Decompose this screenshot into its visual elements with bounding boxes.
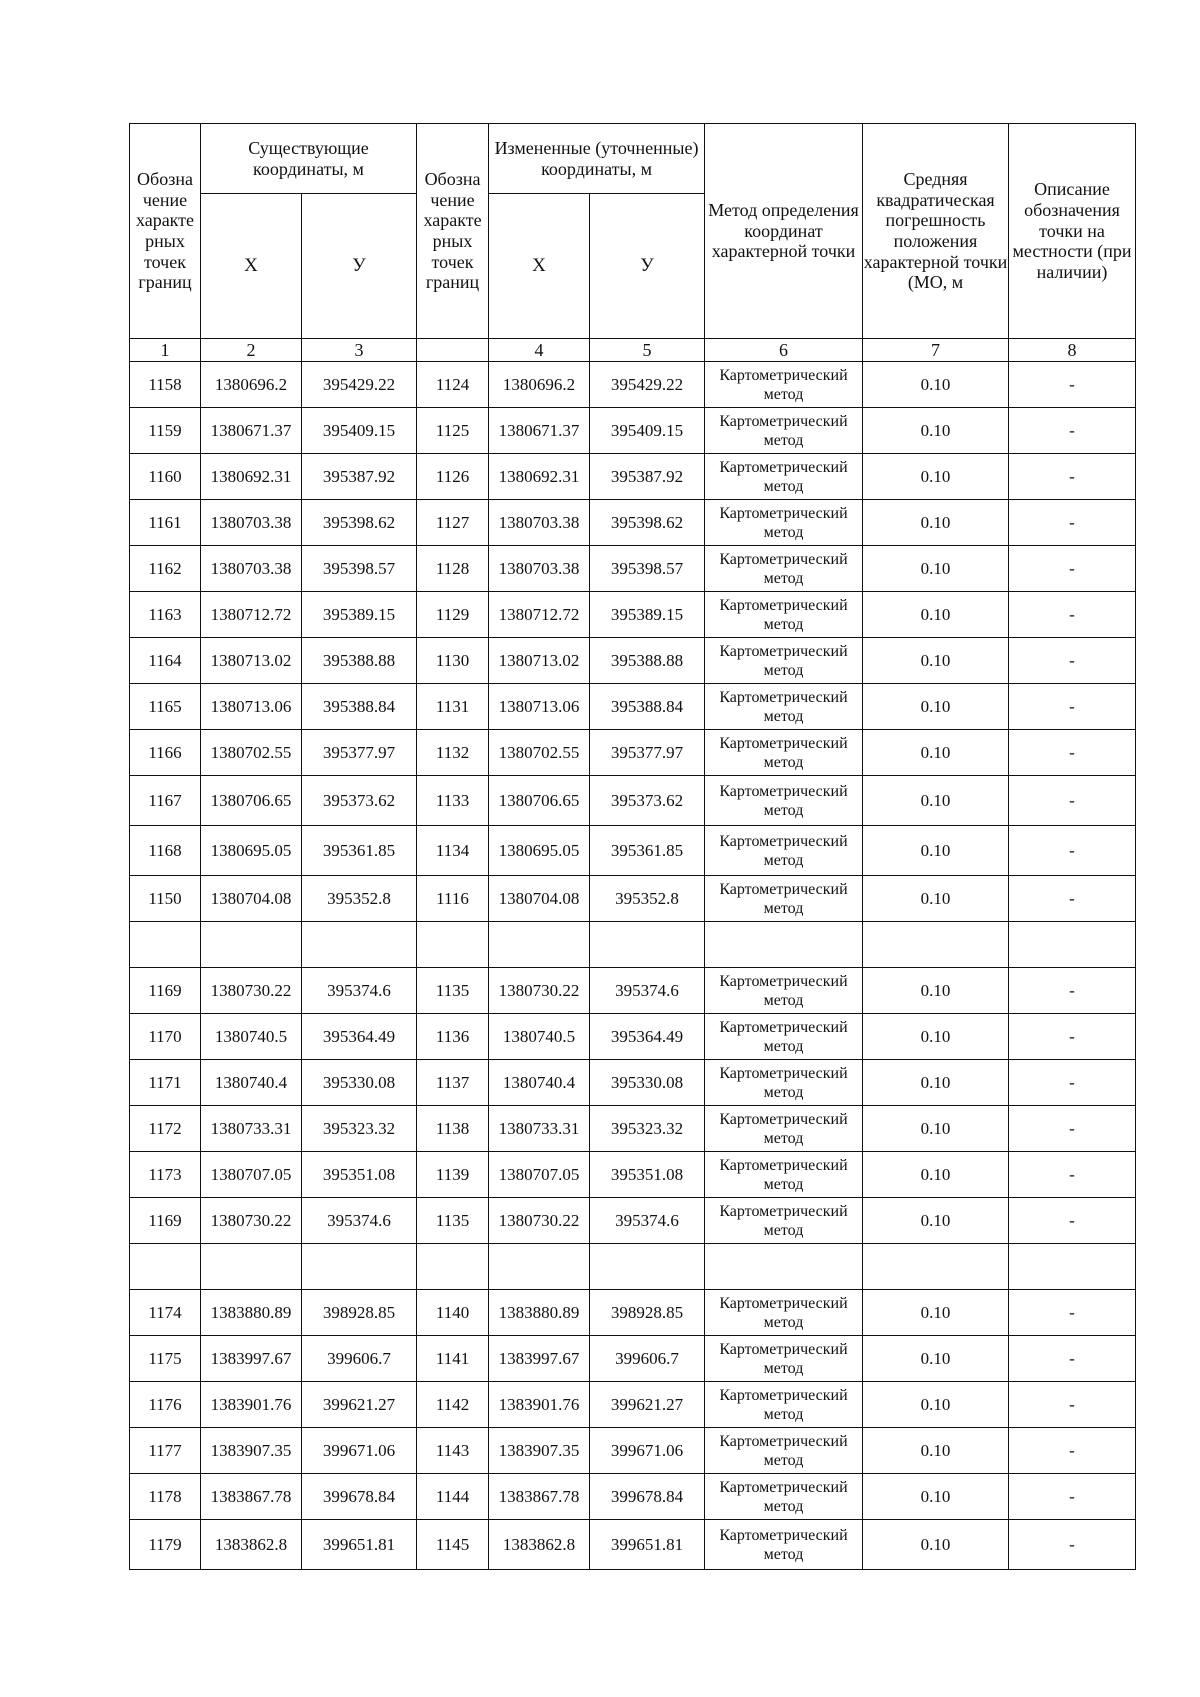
cell-point-id-2: 1136 bbox=[417, 1014, 489, 1060]
cell-point-id-2: 1129 bbox=[417, 592, 489, 638]
cell-changed-y: 395374.6 bbox=[590, 1198, 705, 1244]
cell-changed-y: 399606.7 bbox=[590, 1336, 705, 1382]
cell-method: Картометрический метод bbox=[705, 1520, 863, 1570]
cell-method: Картометрический метод bbox=[705, 730, 863, 776]
cell-changed-y: 395330.08 bbox=[590, 1060, 705, 1106]
cell-existing-y: 395377.97 bbox=[302, 730, 417, 776]
cell-point-id: 1159 bbox=[130, 408, 201, 454]
cell-point-id-2: 1145 bbox=[417, 1520, 489, 1570]
cell-existing-x: 1380706.65 bbox=[201, 776, 302, 826]
cell-point-id-2: 1133 bbox=[417, 776, 489, 826]
table-row bbox=[130, 454, 1136, 500]
table-row bbox=[130, 684, 1136, 730]
cell-point-id-2: 1134 bbox=[417, 826, 489, 876]
table-row bbox=[130, 968, 1136, 1014]
cell-error bbox=[863, 1244, 1009, 1290]
cell-existing-y: 398928.85 bbox=[302, 1290, 417, 1336]
cell-existing-y: 395398.57 bbox=[302, 546, 417, 592]
cell-changed-y: 395398.62 bbox=[590, 500, 705, 546]
cell-changed-x: 1380707.05 bbox=[489, 1152, 590, 1198]
cell-point-id: 1166 bbox=[130, 730, 201, 776]
cell-method bbox=[705, 922, 863, 968]
cell-changed-x: 1380703.38 bbox=[489, 500, 590, 546]
cell-existing-y: 395364.49 bbox=[302, 1014, 417, 1060]
cell-changed-y: 399621.27 bbox=[590, 1382, 705, 1428]
cell-description: - bbox=[1009, 684, 1136, 730]
separator-row bbox=[130, 1244, 1136, 1290]
cell-method: Картометрический метод bbox=[705, 1428, 863, 1474]
cell-point-id-2: 1143 bbox=[417, 1428, 489, 1474]
header-existing-y: У bbox=[302, 194, 417, 339]
table-row bbox=[130, 592, 1136, 638]
cell-point-id: 1174 bbox=[130, 1290, 201, 1336]
cell-changed-x: 1380730.22 bbox=[489, 1198, 590, 1244]
cell-error: 0.10 bbox=[863, 1520, 1009, 1570]
cell-method: Картометрический метод bbox=[705, 546, 863, 592]
cell-description: - bbox=[1009, 1014, 1136, 1060]
cell-changed-x: 1383862.8 bbox=[489, 1520, 590, 1570]
cell-error: 0.10 bbox=[863, 592, 1009, 638]
cell-point-id-2: 1138 bbox=[417, 1106, 489, 1152]
cell-changed-x: 1380713.06 bbox=[489, 684, 590, 730]
cell-existing-x: 1380740.4 bbox=[201, 1060, 302, 1106]
cell-method: Картометрический метод bbox=[705, 1336, 863, 1382]
cell-existing-x: 1383997.67 bbox=[201, 1336, 302, 1382]
cell-error: 0.10 bbox=[863, 1474, 1009, 1520]
cell-point-id: 1158 bbox=[130, 362, 201, 408]
cell-description: - bbox=[1009, 1152, 1136, 1198]
cell-existing-x: 1380696.2 bbox=[201, 362, 302, 408]
table-row bbox=[130, 408, 1136, 454]
cell-existing-x: 1380695.05 bbox=[201, 826, 302, 876]
cell-point-id-2: 1131 bbox=[417, 684, 489, 730]
table-row bbox=[130, 1290, 1136, 1336]
cell-changed-y: 395364.49 bbox=[590, 1014, 705, 1060]
cell-changed-y: 399651.81 bbox=[590, 1520, 705, 1570]
cell-description: - bbox=[1009, 1474, 1136, 1520]
cell-existing-y: 395361.85 bbox=[302, 826, 417, 876]
column-number-row bbox=[130, 339, 1136, 362]
cell-description bbox=[1009, 922, 1136, 968]
column-number: 1 bbox=[130, 339, 201, 362]
cell-existing-x: 1383880.89 bbox=[201, 1290, 302, 1336]
header-changed-coordinates: Измененные (уточненные) координаты, м bbox=[489, 124, 705, 194]
cell-point-id-2: 1132 bbox=[417, 730, 489, 776]
cell-point-id: 1163 bbox=[130, 592, 201, 638]
cell-changed-x: 1380740.5 bbox=[489, 1014, 590, 1060]
cell-existing-x: 1380702.55 bbox=[201, 730, 302, 776]
header-existing-x: Х bbox=[201, 194, 302, 339]
cell-changed-y: 395373.62 bbox=[590, 776, 705, 826]
cell-existing-x: 1383867.78 bbox=[201, 1474, 302, 1520]
cell-point-id-2: 1127 bbox=[417, 500, 489, 546]
cell-existing-y: 395323.32 bbox=[302, 1106, 417, 1152]
cell-existing-y: 395429.22 bbox=[302, 362, 417, 408]
cell-point-id-2: 1139 bbox=[417, 1152, 489, 1198]
table-row bbox=[130, 876, 1136, 922]
cell-description: - bbox=[1009, 876, 1136, 922]
cell-changed-x: 1383880.89 bbox=[489, 1290, 590, 1336]
cell-existing-x: 1380733.31 bbox=[201, 1106, 302, 1152]
cell-changed-x: 1380713.02 bbox=[489, 638, 590, 684]
header-changed-y: У bbox=[590, 194, 705, 339]
cell-point-id: 1173 bbox=[130, 1152, 201, 1198]
header-method: Метод определения координат характерной точки bbox=[705, 124, 863, 339]
cell-description: - bbox=[1009, 1520, 1136, 1570]
cell-existing-x: 1380740.5 bbox=[201, 1014, 302, 1060]
cell-changed-x: 1380695.05 bbox=[489, 826, 590, 876]
cell-changed-y: 398928.85 bbox=[590, 1290, 705, 1336]
cell-existing-x: 1380671.37 bbox=[201, 408, 302, 454]
cell-existing-y: 395330.08 bbox=[302, 1060, 417, 1106]
header-error: Средняя квадратическая погрешность положения характерной точки (МО, м bbox=[863, 124, 1009, 339]
cell-description: - bbox=[1009, 454, 1136, 500]
cell-changed-y: 395387.92 bbox=[590, 454, 705, 500]
cell-existing-y: 399606.7 bbox=[302, 1336, 417, 1382]
cell-point-id: 1160 bbox=[130, 454, 201, 500]
table-row bbox=[130, 1152, 1136, 1198]
table-row bbox=[130, 1428, 1136, 1474]
table-row bbox=[130, 1060, 1136, 1106]
cell-method: Картометрический метод bbox=[705, 1152, 863, 1198]
cell-existing-x: 1380713.06 bbox=[201, 684, 302, 730]
column-number: 3 bbox=[302, 339, 417, 362]
cell-description: - bbox=[1009, 968, 1136, 1014]
cell-point-id-2: 1125 bbox=[417, 408, 489, 454]
cell-error: 0.10 bbox=[863, 500, 1009, 546]
cell-existing-y: 395374.6 bbox=[302, 1198, 417, 1244]
cell-point-id: 1167 bbox=[130, 776, 201, 826]
header-existing-coordinates: Существующие координаты, м bbox=[201, 124, 417, 194]
cell-existing-y: 399651.81 bbox=[302, 1520, 417, 1570]
cell-method: Картометрический метод bbox=[705, 1106, 863, 1152]
cell-method: Картометрический метод bbox=[705, 454, 863, 500]
table-row bbox=[130, 362, 1136, 408]
cell-description: - bbox=[1009, 408, 1136, 454]
column-number bbox=[417, 339, 489, 362]
cell-description: - bbox=[1009, 1060, 1136, 1106]
cell-existing-y: 395374.6 bbox=[302, 968, 417, 1014]
cell-error: 0.10 bbox=[863, 1290, 1009, 1336]
cell-existing-x: 1380713.02 bbox=[201, 638, 302, 684]
cell-changed-x: 1383901.76 bbox=[489, 1382, 590, 1428]
cell-error: 0.10 bbox=[863, 546, 1009, 592]
cell-existing-x: 1380707.05 bbox=[201, 1152, 302, 1198]
cell-existing-x: 1380703.38 bbox=[201, 500, 302, 546]
cell-changed-x: 1380704.08 bbox=[489, 876, 590, 922]
cell-point-id: 1172 bbox=[130, 1106, 201, 1152]
cell-point-id bbox=[130, 922, 201, 968]
cell-error: 0.10 bbox=[863, 454, 1009, 500]
table-row bbox=[130, 1106, 1136, 1152]
cell-description: - bbox=[1009, 826, 1136, 876]
cell-existing-y: 395398.62 bbox=[302, 500, 417, 546]
column-number: 5 bbox=[590, 339, 705, 362]
cell-description: - bbox=[1009, 592, 1136, 638]
cell-changed-y: 395374.6 bbox=[590, 968, 705, 1014]
cell-point-id-2: 1128 bbox=[417, 546, 489, 592]
cell-changed-x: 1383997.67 bbox=[489, 1336, 590, 1382]
cell-error: 0.10 bbox=[863, 1198, 1009, 1244]
cell-method: Картометрический метод bbox=[705, 638, 863, 684]
cell-method: Картометрический метод bbox=[705, 826, 863, 876]
cell-changed-y: 395398.57 bbox=[590, 546, 705, 592]
cell-changed-y: 395388.84 bbox=[590, 684, 705, 730]
table-row bbox=[130, 546, 1136, 592]
table-row bbox=[130, 776, 1136, 826]
cell-existing-y: 395409.15 bbox=[302, 408, 417, 454]
cell-existing-x: 1383901.76 bbox=[201, 1382, 302, 1428]
cell-changed-y: 395377.97 bbox=[590, 730, 705, 776]
cell-changed-x: 1380706.65 bbox=[489, 776, 590, 826]
header-changed-x: Х bbox=[489, 194, 590, 339]
cell-method: Картометрический метод bbox=[705, 968, 863, 1014]
cell-point-id: 1169 bbox=[130, 1198, 201, 1244]
cell-changed-y bbox=[590, 1244, 705, 1290]
column-number: 2 bbox=[201, 339, 302, 362]
cell-method: Картометрический метод bbox=[705, 592, 863, 638]
cell-point-id: 1162 bbox=[130, 546, 201, 592]
cell-description: - bbox=[1009, 1382, 1136, 1428]
cell-existing-x: 1380703.38 bbox=[201, 546, 302, 592]
cell-method: Картометрический метод bbox=[705, 776, 863, 826]
cell-point-id-2: 1144 bbox=[417, 1474, 489, 1520]
table-row bbox=[130, 1474, 1136, 1520]
cell-existing-x: 1383862.8 bbox=[201, 1520, 302, 1570]
cell-method: Картометрический метод bbox=[705, 1198, 863, 1244]
cell-existing-y: 395387.92 bbox=[302, 454, 417, 500]
cell-method: Картометрический метод bbox=[705, 876, 863, 922]
cell-point-id-2: 1137 bbox=[417, 1060, 489, 1106]
cell-method: Картометрический метод bbox=[705, 1474, 863, 1520]
cell-method: Картометрический метод bbox=[705, 1382, 863, 1428]
cell-error: 0.10 bbox=[863, 730, 1009, 776]
cell-error bbox=[863, 922, 1009, 968]
column-number: 8 bbox=[1009, 339, 1136, 362]
cell-changed-y: 395323.32 bbox=[590, 1106, 705, 1152]
cell-method: Картометрический метод bbox=[705, 684, 863, 730]
cell-existing-x: 1380704.08 bbox=[201, 876, 302, 922]
cell-existing-x: 1383907.35 bbox=[201, 1428, 302, 1474]
cell-point-id-2: 1142 bbox=[417, 1382, 489, 1428]
cell-changed-y: 399678.84 bbox=[590, 1474, 705, 1520]
cell-description: - bbox=[1009, 546, 1136, 592]
cell-point-id: 1176 bbox=[130, 1382, 201, 1428]
table-body bbox=[130, 362, 1136, 1570]
cell-description: - bbox=[1009, 1106, 1136, 1152]
cell-method: Картометрический метод bbox=[705, 500, 863, 546]
column-number: 7 bbox=[863, 339, 1009, 362]
cell-point-id-2: 1116 bbox=[417, 876, 489, 922]
cell-existing-y: 399621.27 bbox=[302, 1382, 417, 1428]
cell-changed-y: 395389.15 bbox=[590, 592, 705, 638]
cell-existing-y: 395351.08 bbox=[302, 1152, 417, 1198]
cell-changed-y: 395351.08 bbox=[590, 1152, 705, 1198]
table-row bbox=[130, 1198, 1136, 1244]
table-header bbox=[130, 124, 1136, 362]
cell-existing-x: 1380692.31 bbox=[201, 454, 302, 500]
cell-point-id: 1165 bbox=[130, 684, 201, 730]
cell-point-id: 1178 bbox=[130, 1474, 201, 1520]
cell-changed-x bbox=[489, 922, 590, 968]
cell-existing-x bbox=[201, 922, 302, 968]
column-number: 4 bbox=[489, 339, 590, 362]
table-row bbox=[130, 1014, 1136, 1060]
cell-changed-x: 1380671.37 bbox=[489, 408, 590, 454]
cell-error: 0.10 bbox=[863, 876, 1009, 922]
cell-point-id-2: 1135 bbox=[417, 968, 489, 1014]
cell-point-id: 1150 bbox=[130, 876, 201, 922]
cell-existing-y: 395388.84 bbox=[302, 684, 417, 730]
cell-point-id-2: 1126 bbox=[417, 454, 489, 500]
cell-point-id bbox=[130, 1244, 201, 1290]
cell-point-id-2: 1124 bbox=[417, 362, 489, 408]
cell-existing-y: 395352.8 bbox=[302, 876, 417, 922]
cell-point-id-2: 1135 bbox=[417, 1198, 489, 1244]
cell-point-id: 1168 bbox=[130, 826, 201, 876]
cell-description: - bbox=[1009, 730, 1136, 776]
cell-existing-y bbox=[302, 1244, 417, 1290]
cell-changed-x: 1380730.22 bbox=[489, 968, 590, 1014]
cell-changed-y: 395388.88 bbox=[590, 638, 705, 684]
cell-error: 0.10 bbox=[863, 1382, 1009, 1428]
cell-changed-x: 1383907.35 bbox=[489, 1428, 590, 1474]
cell-changed-x: 1380733.31 bbox=[489, 1106, 590, 1152]
cell-method: Картометрический метод bbox=[705, 362, 863, 408]
cell-error: 0.10 bbox=[863, 776, 1009, 826]
header-description: Описание обозначения точки на местности (при наличии) bbox=[1009, 124, 1136, 339]
cell-description: - bbox=[1009, 638, 1136, 684]
cell-error: 0.10 bbox=[863, 826, 1009, 876]
cell-method: Картометрический метод bbox=[705, 1060, 863, 1106]
cell-method: Картометрический метод bbox=[705, 1014, 863, 1060]
cell-existing-y: 395389.15 bbox=[302, 592, 417, 638]
header-point-designation-2: Обозна чение характе рных точек границ bbox=[417, 124, 489, 339]
cell-method: Картометрический метод bbox=[705, 1290, 863, 1336]
cell-point-id: 1164 bbox=[130, 638, 201, 684]
cell-changed-x: 1383867.78 bbox=[489, 1474, 590, 1520]
cell-changed-y: 395429.22 bbox=[590, 362, 705, 408]
cell-error: 0.10 bbox=[863, 1014, 1009, 1060]
cell-description: - bbox=[1009, 362, 1136, 408]
cell-error: 0.10 bbox=[863, 362, 1009, 408]
table-row bbox=[130, 1336, 1136, 1382]
cell-description: - bbox=[1009, 1290, 1136, 1336]
cell-point-id-2 bbox=[417, 1244, 489, 1290]
header-point-designation: Обозна чение характе рных точек границ bbox=[130, 124, 201, 339]
cell-point-id: 1161 bbox=[130, 500, 201, 546]
cell-description: - bbox=[1009, 1198, 1136, 1244]
cell-point-id: 1175 bbox=[130, 1336, 201, 1382]
cell-changed-x: 1380696.2 bbox=[489, 362, 590, 408]
cell-changed-x: 1380692.31 bbox=[489, 454, 590, 500]
cell-description: - bbox=[1009, 776, 1136, 826]
cell-point-id: 1171 bbox=[130, 1060, 201, 1106]
cell-changed-y bbox=[590, 922, 705, 968]
cell-error: 0.10 bbox=[863, 1428, 1009, 1474]
cell-existing-y: 395388.88 bbox=[302, 638, 417, 684]
cell-changed-x: 1380703.38 bbox=[489, 546, 590, 592]
cell-changed-y: 395409.15 bbox=[590, 408, 705, 454]
separator-row bbox=[130, 922, 1136, 968]
cell-error: 0.10 bbox=[863, 638, 1009, 684]
cell-point-id-2: 1130 bbox=[417, 638, 489, 684]
cell-existing-x: 1380730.22 bbox=[201, 968, 302, 1014]
cell-changed-y: 399671.06 bbox=[590, 1428, 705, 1474]
cell-existing-x: 1380730.22 bbox=[201, 1198, 302, 1244]
cell-existing-x bbox=[201, 1244, 302, 1290]
cell-changed-y: 395361.85 bbox=[590, 826, 705, 876]
table-row bbox=[130, 730, 1136, 776]
column-number: 6 bbox=[705, 339, 863, 362]
cell-method bbox=[705, 1244, 863, 1290]
cell-description bbox=[1009, 1244, 1136, 1290]
cell-point-id-2 bbox=[417, 922, 489, 968]
cell-existing-x: 1380712.72 bbox=[201, 592, 302, 638]
table-row bbox=[130, 638, 1136, 684]
cell-point-id: 1170 bbox=[130, 1014, 201, 1060]
cell-error: 0.10 bbox=[863, 1152, 1009, 1198]
table-row bbox=[130, 826, 1136, 876]
cell-point-id: 1179 bbox=[130, 1520, 201, 1570]
cell-error: 0.10 bbox=[863, 1336, 1009, 1382]
cell-existing-y bbox=[302, 922, 417, 968]
cell-existing-y: 399671.06 bbox=[302, 1428, 417, 1474]
cell-point-id: 1177 bbox=[130, 1428, 201, 1474]
cell-changed-x bbox=[489, 1244, 590, 1290]
cell-description: - bbox=[1009, 1428, 1136, 1474]
cell-changed-y: 395352.8 bbox=[590, 876, 705, 922]
cell-changed-x: 1380712.72 bbox=[489, 592, 590, 638]
cell-changed-x: 1380702.55 bbox=[489, 730, 590, 776]
table-row bbox=[130, 500, 1136, 546]
cell-description: - bbox=[1009, 500, 1136, 546]
cell-existing-y: 399678.84 bbox=[302, 1474, 417, 1520]
table-row bbox=[130, 1382, 1136, 1428]
cell-description: - bbox=[1009, 1336, 1136, 1382]
cell-error: 0.10 bbox=[863, 968, 1009, 1014]
cell-point-id: 1169 bbox=[130, 968, 201, 1014]
cell-method: Картометрический метод bbox=[705, 408, 863, 454]
cell-existing-y: 395373.62 bbox=[302, 776, 417, 826]
cell-error: 0.10 bbox=[863, 684, 1009, 730]
table-row bbox=[130, 1520, 1136, 1570]
cell-error: 0.10 bbox=[863, 1106, 1009, 1152]
cell-error: 0.10 bbox=[863, 408, 1009, 454]
cell-point-id-2: 1141 bbox=[417, 1336, 489, 1382]
cell-point-id-2: 1140 bbox=[417, 1290, 489, 1336]
coordinates-table bbox=[129, 123, 1136, 1570]
cell-error: 0.10 bbox=[863, 1060, 1009, 1106]
cell-changed-x: 1380740.4 bbox=[489, 1060, 590, 1106]
